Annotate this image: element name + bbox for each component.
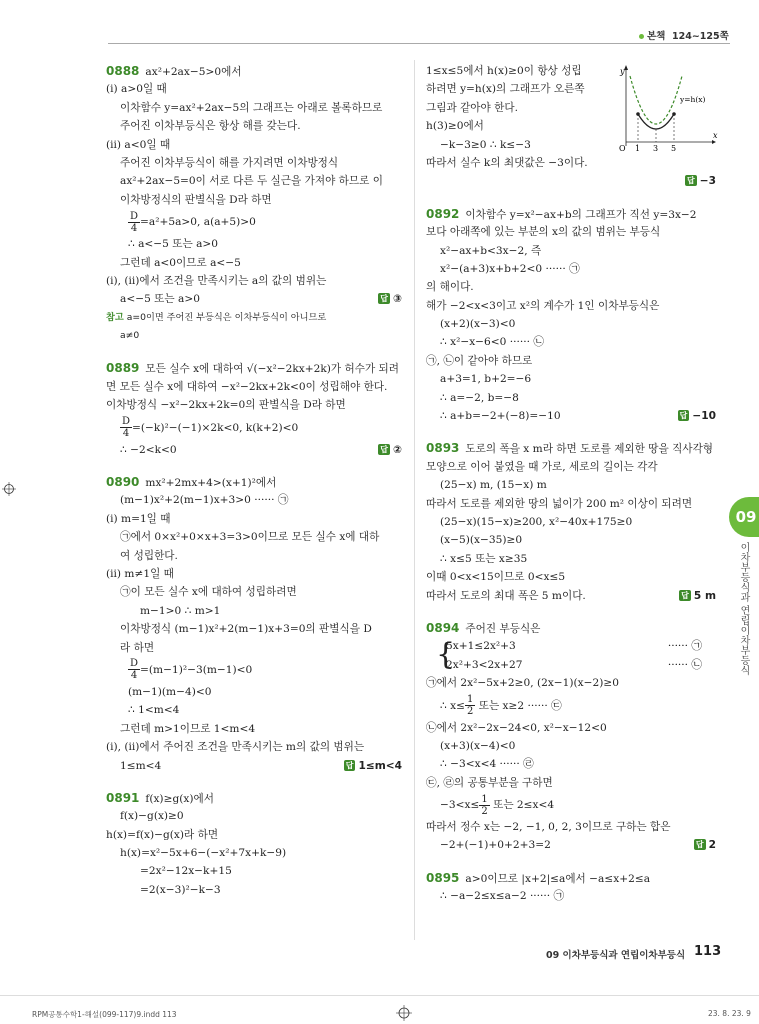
solution-line: ㉠이 모든 실수 x에 대하여 성립하려면 [120,586,297,599]
solution-line: 따라서 정수 x는 −2, −1, 0, 2, 3이므로 구하는 합은 [426,821,671,834]
solution-line: 라 하면 [120,641,155,654]
problem-heading [106,359,402,377]
problem-number: 0893 [426,441,460,456]
slug-rule [0,995,759,996]
graph-origin-label: O [619,144,626,153]
answer-badge-icon: 답 [681,590,689,600]
solution-line: 따라서 실수 k의 최댓값은 −3이다. [426,156,588,169]
system-lines [446,637,716,674]
graph-y-label: y [620,67,625,76]
fraction-line [106,209,402,235]
left-column [106,62,402,899]
fraction-line [106,657,402,683]
answer-line [426,407,716,425]
answer-badge-icon: 답 [345,760,354,770]
fraction-rest: 또는 2≤x<4 [489,799,555,812]
answer-value: 1≤m<4 [358,759,402,772]
answer [678,407,716,425]
answer [694,836,716,854]
solution-line: (ii) a<0일 때 [106,138,171,151]
answer-line-text: ∴ −2<k<0 [120,443,177,456]
fraction-rest: =(m−1)²−3(m−1)<0 [140,663,253,676]
solution-line: =2x²−12x−k+15 [140,865,232,878]
problem-heading [426,619,716,637]
answer-line-text: −2+(−1)+0+2+3=2 [440,839,551,852]
fraction-denominator: 4 [122,428,130,440]
solution-line: 주어진 이차부등식은 항상 해를 갖는다. [120,120,301,133]
fraction-denominator: 2 [481,805,488,817]
fraction-rest: 또는 x≥2 ······ ㉢ [475,699,562,712]
system-marker: ······ ㉠ [667,640,702,653]
solution-line: ㉠에서 0×x²+0×x+3=3>0이므로 모든 실수 x에 대하 [120,531,380,544]
problem-text: 이차함수 y=x²−ax+b의 그래프가 직선 y=3x−2 [465,208,697,221]
spacer [106,459,402,473]
spacer [426,605,716,619]
fraction-line [106,415,402,441]
spacer [426,425,716,439]
solution-line: (x−5)(x−35)≥0 [440,534,523,547]
problem-heading [106,62,402,80]
answer-value: ② [393,443,402,456]
problem-heading [426,869,716,887]
fraction [128,658,140,681]
solution-line: 하려면 y=h(x)의 그래프가 오른쪽 [426,83,585,96]
solution-line: (i) a>0일 때 [106,83,167,96]
chapter-side-title: 이차부등식과 연립이차부등식 [738,542,749,676]
answer-badge-icon: 답 [380,294,389,304]
system-expr: 2x²+3<2x+27 [446,658,523,671]
inequality-system [426,637,716,674]
curve-dashed [630,76,682,124]
fraction-rest: =a²+5a>0, a(a+5)>0 [140,216,256,229]
solution-line: 이차방정식 (m−1)x²+2(m−1)x+3=0의 판별식을 D [120,623,372,636]
solution-line: ㉠, ㉡이 같아야 하므로 [426,354,533,367]
system-marker: ······ ㉡ [667,658,702,671]
problem-number: 0894 [426,620,460,635]
solution-line: (25−x) m, (15−x) m [440,479,547,492]
answer-value: 5 m [693,589,716,602]
slug-date: 23. 8. 23. 9 [708,1009,751,1018]
graph-tick-1: 1 [635,144,641,153]
solution-line: ∴ −3<x<4 ······ ㉣ [440,758,534,771]
header-rule [108,43,730,44]
note-label: 참고 [106,311,124,323]
problem-text: f(x)≥g(x)에서 [145,792,214,805]
fraction [479,794,489,817]
answer-line [426,587,716,605]
fraction-numerator: D [130,210,139,222]
solution-line: 그런데 a<0이므로 a<−5 [120,256,241,269]
solution-line: 의 해이다. [426,281,474,294]
solution-line: ㉡에서 2x²−2x−24<0, x²−x−12<0 [426,721,607,734]
problem-text: ax²+2ax−5>0에서 [145,66,242,78]
spacer [106,775,402,789]
problem-number: 0891 [106,790,140,805]
solution-line: 이차함수 y=ax²+2ax−5의 그래프는 아래로 볼록하므로 [120,101,383,114]
solution-line: (x+2)(x−3)<0 [440,318,516,331]
answer-line [106,290,402,308]
fraction-denominator: 4 [130,670,138,682]
solution-line: 1≤x≤5에서 h(x)≥0이 항상 성립 [426,65,582,77]
y-axis-arrow-icon [624,65,628,70]
note-line [106,309,402,327]
solution-line: 모양으로 이어 붙였을 때 가로, 세로의 길이는 각각 [426,460,658,473]
solution-line: ∴ a<−5 또는 a>0 [128,238,219,251]
fraction-numerator: 1 [481,793,488,805]
solution-line: f(x)−g(x)≥0 [120,810,184,823]
solution-line: 이때 0<x<15이므로 0<x≤5 [426,571,566,584]
registration-mark-icon [396,1005,412,1021]
solution-line: ∴ x≤5 또는 x≥35 [440,552,528,565]
solution-line: 이차방정식 −x²−2kx+2k=0의 판별식을 D라 하면 [106,399,346,412]
solution-line: m−1>0 ∴ m>1 [140,604,221,617]
answer-line [106,757,402,775]
answer [679,587,716,605]
fraction [120,416,132,439]
fraction-denominator: 4 [130,222,138,234]
solution-line: (i) m=1일 때 [106,512,171,525]
note-line: a≠0 [120,330,140,342]
problem-number: 0892 [426,206,460,221]
problem-text: 주어진 부등식은 [465,622,541,635]
answer-badge-icon: 답 [695,840,704,850]
slug-file: RPM공통수학1-해설(099-117)9.indd 113 [32,1010,177,1019]
problem-heading [106,473,402,491]
answer-badge-icon: 답 [380,444,389,454]
curve-solid [638,114,674,129]
solution-line: (25−x)(15−x)≥200, x²−40x+175≥0 [440,515,633,528]
spacer [106,345,402,359]
solution-line: 이차방정식의 판별식을 D라 하면 [120,193,272,206]
solution-line: 그런데 m>1이므로 1<m<4 [120,722,256,735]
problem-number: 0888 [106,64,140,78]
chapter-tab: 09 [729,497,759,537]
solution-line: ㉠에서 2x²−5x+2≥0, (2x−1)(x−2)≥0 [426,677,620,690]
answer-line-text: a<−5 또는 a>0 [120,293,200,306]
fraction-rest: =(−k)²−(−1)×2k<0, k(k+2)<0 [132,421,299,434]
solution-line: −k−3≥0 ∴ k≤−3 [440,138,531,151]
problem-heading [106,789,402,807]
solution-line: (x+3)(x−4)<0 [440,739,516,752]
graph-curve-label: y=h(x) [680,95,706,104]
solution-line: 주어진 이차부등식이 해를 가지려면 이차방정식 [120,156,339,169]
solution-line: 해가 −2<x<3이고 x²의 계수가 1인 이차부등식은 [426,299,660,312]
answer-line [106,441,402,459]
registration-mark-left-icon [2,482,16,496]
fraction-numerator: D [130,658,139,670]
answer-badge-icon: 답 [687,176,695,186]
solution-line: (m−1)(m−4)<0 [128,685,212,698]
solution-line: ax²+2ax−5=0이 서로 다른 두 실근을 가져야 하므로 이 [120,175,383,188]
answer [378,290,402,308]
header-dot-icon [639,34,644,39]
brace-icon: { [436,637,456,673]
fraction-numerator: D [122,416,131,428]
solution-line: (i), (ii)에서 주어진 조건을 만족시키는 m의 값의 범위는 [106,741,365,754]
graph-tick-3: 3 [653,144,659,153]
note-text: a=0이면 주어진 부등식은 이차부등식이 아니므로 [126,311,327,323]
problem-number: 0895 [426,870,460,885]
solution-line: h(3)≥0에서 [426,120,484,133]
spacer [426,191,716,205]
system-line [446,656,716,674]
right-column [426,62,716,906]
fraction-prefix: −3<x≤ [440,799,480,812]
column-divider [414,60,415,940]
solution-line: 여 성립한다. [120,549,178,562]
answer-line-text: 따라서 도로의 최대 폭은 5 m이다. [426,589,586,602]
problem-text: mx²+2mx+4>(x+1)²에서 [145,477,277,490]
system-expr: 5x+1≤2x²+3 [446,640,516,653]
footer-page-number: 113 [694,944,722,959]
solution-line: h(x)=x²−5x+6−(−x²+7x+k−9) [120,847,287,860]
answer-line-text: ∴ a+b=−2+(−8)=−10 [440,410,561,423]
solution-line: 면 모든 실수 x에 대하여 −x²−2kx+2k<0이 성립해야 한다. [106,380,388,393]
fraction-line [426,693,716,719]
solution-line: (i), (ii)에서 조건을 만족시키는 a의 값의 범위는 [106,274,327,287]
fraction-prefix: ∴ x≤ [440,699,465,712]
solution-line: x²−ax+b<3x−2, 즉 [440,244,542,257]
graph-x-label: x [713,131,718,140]
solution-line: (ii) m≠1일 때 [106,567,174,580]
spacer [426,855,716,869]
solution-line: ∴ 1<m<4 [128,704,180,717]
answer-value: −10 [692,410,716,423]
answer [378,441,402,459]
solution-line: 그림과 같아야 한다. [426,101,518,114]
answer-badge-icon: 답 [679,411,688,421]
fraction [465,694,475,717]
parabola-graph [612,62,720,154]
problem-number: 0890 [106,475,140,490]
solution-line: ∴ −a−2≤x≤a−2 ······ ㉠ [440,890,565,903]
fraction-denominator: 2 [466,706,474,717]
problem-heading [426,439,716,457]
system-line [446,637,716,655]
solution-line: =2(x−3)²−k−3 [140,883,221,896]
answer-value: −3 [699,175,716,188]
x-axis-arrow-icon [712,140,716,144]
solution-line: ㉢, ㉣의 공통부분을 구하면 [426,776,553,789]
answer-line-text: 1≤m<4 [120,759,162,772]
solution-line: 보다 아래쪽에 있는 부분의 x의 값의 범위는 부등식 [426,226,661,239]
solution-line: a+3=1, b+2=−6 [440,373,532,386]
answer [344,757,402,775]
solution-line: ∴ x²−x−6<0 ······ ㉡ [440,336,544,349]
answer-line [426,172,716,190]
fraction [128,211,140,234]
problem-text: a>0이므로 |x+2|≤a에서 −a≤x+2≤a [465,872,651,885]
problem-heading [426,205,716,223]
fraction-line [426,792,716,818]
solution-line: h(x)=f(x)−g(x)라 하면 [106,828,219,841]
solution-line: x²−(a+3)x+b+2<0 ······ ㉠ [440,262,580,275]
solution-line: 따라서 도로를 제외한 땅의 넓이가 200 m² 이상이 되려면 [426,497,693,510]
problem-text: 모든 실수 x에 대하여 √(−x²−2kx+2k)가 허수가 되려 [145,363,400,376]
footer-chapter-title: 09 이차부등식과 연립이차부등식 [546,950,686,961]
problem-text: 도로의 폭을 x m라 하면 도로를 제외한 땅을 직사각형 [465,443,714,456]
solution-line: (m−1)x²+2(m−1)x+3>0 ······ ㉠ [120,494,289,507]
solution-line: ∴ a=−2, b=−8 [440,391,519,404]
answer-line [426,836,716,854]
fraction-numerator: 1 [466,694,474,705]
answer [685,172,716,190]
problem-number: 0889 [106,361,140,376]
graph-tick-5: 5 [671,144,677,153]
answer-value: 2 [708,839,716,852]
answer-value: ③ [393,293,402,306]
header-label: 본책 124~125쪽 [647,31,729,42]
